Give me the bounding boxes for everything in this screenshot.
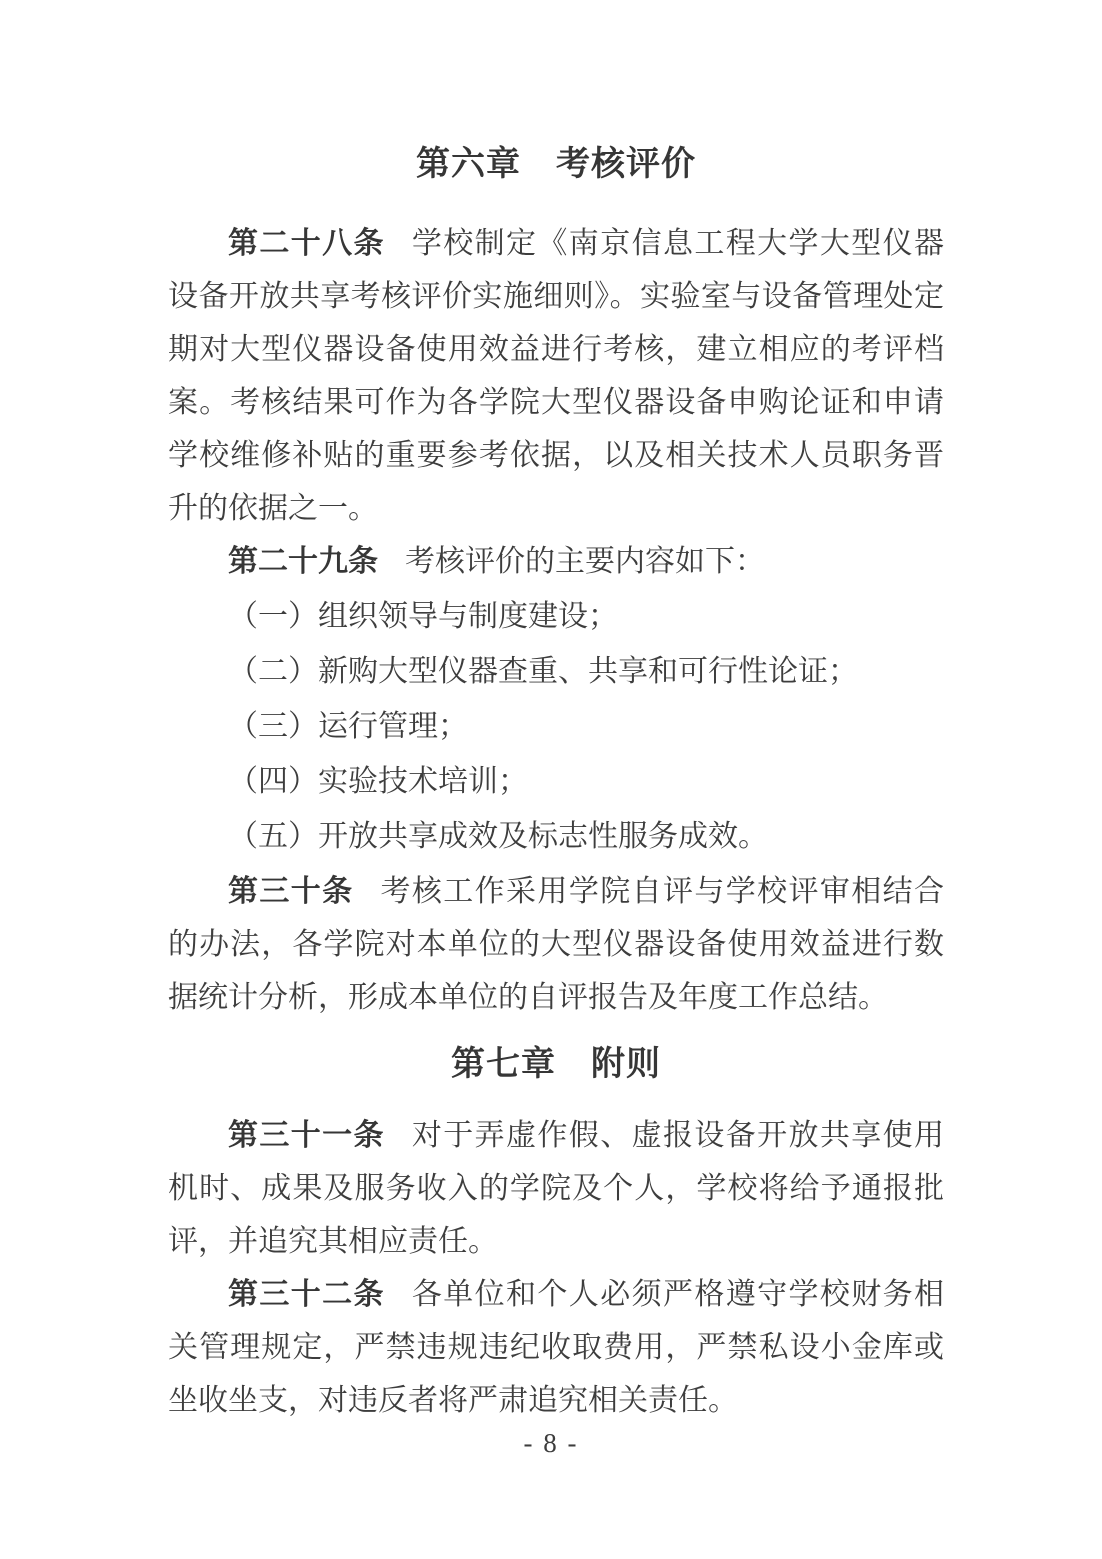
assessment-item-1: （一）组织领导与制度建设；	[228, 600, 618, 633]
assessment-item-3: （三）运行管理；	[228, 710, 468, 743]
article-32-paragraph	[168, 1268, 944, 1427]
article-28-label: 第二十八条	[228, 227, 385, 260]
page-number: - 8 -	[523, 1428, 579, 1458]
article-31-text: 对于弄虚作假、虚报设备开放共享使用机时、成果及服务收入的学院及个人，学校将给予通报批评，并追究其相应责任。	[168, 1119, 945, 1258]
assessment-item-4: （四）实验技术培训；	[228, 765, 528, 798]
chapter-six-heading: 第六章 考核评价	[416, 146, 696, 183]
article-32-label: 第三十二条	[228, 1278, 385, 1311]
article-30-text: 考核工作采用学院自评与学校评审相结合的办法，各学院对本单位的大型仪器设备使用效益进行数据统计分析，形成本单位的自评报告及年度工作总结。	[168, 875, 945, 1014]
article-29-label: 第二十九条	[228, 545, 378, 578]
article-31-paragraph	[168, 1109, 944, 1268]
article-28-text: 学校制定《南京信息工程大学大型仪器设备开放共享考核评价实施细则》。实验室与设备管理处定期对大型仪器设备使用效益进行考核，建立相应的考评档案。考核结果可作为各学院大型仪器设备申购论证和申请学校维修补贴的重要参考依据，以及相关技术人员职务晋升的依据之一。	[168, 227, 945, 525]
chapter-seven-heading: 第七章 附则	[451, 1046, 661, 1083]
article-30-label: 第三十条	[228, 875, 354, 908]
article-29-text: 考核评价的主要内容如下：	[405, 545, 765, 578]
article-29-paragraph	[168, 535, 944, 588]
article-32-text: 各单位和个人必须严格遵守学校财务相关管理规定，严禁违规违纪收取费用，严禁私设小金库或坐收坐支，对违反者将严肃追究相关责任。	[168, 1278, 945, 1417]
article-30-paragraph	[168, 865, 944, 1024]
article-31-label: 第三十一条	[228, 1119, 385, 1152]
document-content	[168, 138, 944, 1427]
assessment-item-5: （五）开放共享成效及标志性服务成效。	[228, 820, 768, 853]
article-28-paragraph	[168, 217, 944, 535]
assessment-item-2: （二）新购大型仪器查重、共享和可行性论证；	[228, 655, 858, 688]
